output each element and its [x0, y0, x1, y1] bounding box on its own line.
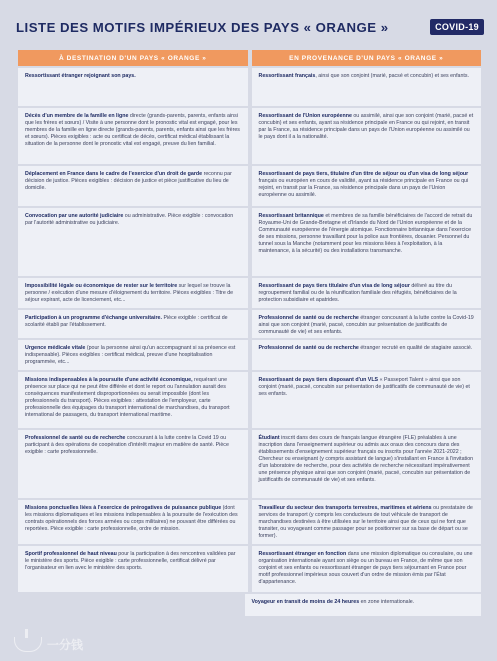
cell-bold-lead: Ressortissant étranger en fonction — [258, 551, 347, 557]
cell-bold-lead: Missions indispensables à la poursuite d'une activité économique, — [25, 377, 193, 383]
cell-text: étranger concourant à la lutte contre la Covid-19 ainsi que son conjoint (marié, pacsé, concubin sur présentation de justificatifs de communauté de vie) et ses enfants. — [258, 315, 474, 335]
destination-cell — [18, 546, 248, 592]
cell-bold-lead: Ressortissant français — [258, 73, 316, 79]
provenance-cell — [252, 372, 482, 428]
last-row-cell — [245, 594, 482, 616]
table-rows — [18, 68, 481, 592]
column-header-provenance: EN PROVENANCE D'UN PAYS « ORANGE » — [252, 50, 482, 66]
cell-text: concourant à la lutte contre la Covid 19 ou participant à des opérations de coopération d'intérêt majeur en matière de santé. Pièce exigible : carte professionnelle. — [25, 435, 229, 455]
last-row-empty-cell — [18, 594, 241, 616]
page-title: LISTE DES MOTIFS IMPÉRIEUX DES PAYS « ORANGE » — [16, 19, 389, 35]
provenance-cell — [252, 108, 482, 164]
cell-bold-lead: Ressortissant de l'Union européenne — [258, 113, 352, 119]
provenance-cell — [252, 68, 482, 106]
cell-bold-lead: Professionnel de santé ou de recherche — [258, 315, 359, 321]
table-row — [18, 310, 481, 338]
cell-bold-lead: Urgence médicale vitale — [25, 345, 86, 351]
cell-bold-lead: Convocation par une autorité judiciaire — [25, 213, 124, 219]
provenance-cell — [252, 208, 482, 276]
cell-bold-lead: Ressortissant étranger rejoignant son pays. — [25, 73, 136, 79]
table-row — [18, 430, 481, 498]
page-header — [16, 14, 484, 40]
provenance-cell — [252, 310, 482, 338]
provenance-cell — [252, 278, 482, 308]
cell-bold-lead: Ressortissant de pays tiers disposant d'un VLS — [258, 377, 379, 383]
cell-text: requérant une présence sur place qui ne peut être différée et dont le report ou l'annulation aurait des conséquences manifestement disproportionnées ou serait impossible (dont les professionnels du transport). Pièces exigibles : attestation de l'employeur, carte professionnelle des équipages du transport international de marchandises, du transport international de passagers, du transport international maritime. — [25, 377, 230, 418]
destination-cell — [18, 310, 248, 338]
column-headers — [18, 50, 481, 66]
destination-cell — [18, 340, 248, 370]
cell-text: inscrit dans des cours de français langue étrangère (FLE) préalables à une inscription dans l'enseignement supérieur ou admis aux oraux des concours dans des établissements d'enseignement supérieur français ou inscrits pour l'année 2021-2022 ; Chercheur ou enseignant (y compris assistant de langue) s'installant en France à l'invitation d'un laboratoire de recherche, pour des activités de recherche nécessitant impérativement une présence physique ainsi que son conjoint (marié, pacsé, concubin sur présentation de justificatifs de communauté de vie) et ses enfants. — [258, 435, 474, 483]
provenance-cell — [252, 500, 482, 544]
cell-text: sur lequel se trouve la personne / exécution d'une mesure d'éloignement du territoire. Pièces exigibles : Titre de séjour expirant, acte de licenciement, etc... — [25, 283, 234, 303]
table-row — [18, 546, 481, 592]
cell-bold-lead: Travailleur du secteur des transports terrestres, maritimes et aériens — [258, 505, 432, 511]
cell-text: (dont les missions diplomatiques et les missions indispensables à la poursuite de l'exécution des contrats opérationnels des forces armées ou corps militaires) ne pouvant être différées ou reportées. Pièce exigible : carte professionnelle, ordre de mission. — [25, 505, 238, 532]
column-header-destination: À DESTINATION D'UN PAYS « ORANGE » — [18, 50, 248, 66]
table-row — [18, 108, 481, 164]
destination-cell — [18, 108, 248, 164]
cell-text: ou prestataire de services de transport (y compris les conducteurs de tout véhicule de transport de marchandises destinées à être utilisées sur le territoire ainsi que de ceux qui ne font que transiter, ou voyageant comme passager pour se positionner sur sa base de départ ou se former). — [258, 505, 473, 539]
table-row — [18, 208, 481, 276]
cell-text: Pièce exigible : certificat de scolarité établi par l'établissement. — [25, 315, 228, 328]
destination-cell — [18, 500, 248, 544]
cell-text: étranger recruté en qualité de stagiaire associé. — [358, 345, 473, 351]
cell-text: dans une mission diplomatique ou consulaire, ou une organisation internationale ayant son siège ou un bureau en France, de même que son conjoint et ses enfants ou ressortissant étranger de pays tiers séjournant en France pour motif professionnel impérieux sous couvert d'un ordre de mission émis par l'État d'appartenance. — [258, 551, 473, 585]
provenance-cell — [252, 430, 482, 498]
cell-bold-lead: Déplacement en France dans le cadre de l'exercice d'un droit de garde — [25, 171, 203, 177]
table-row — [18, 500, 481, 544]
cell-text: pour la participation à des rencontres validées par le ministère des sports. Pièce exigible : carte professionnelle, certificat délivré par l'organisateur en lien avec le ministère des sports. — [25, 551, 236, 571]
cell-text: « Passeport Talent » ainsi que son conjoint (marié, pacsé, concubin sur présentation de justificatifs de communauté de vie) et ses enfants. — [258, 377, 470, 397]
cell-text: directe (grands-parents, parents, enfants ainsi que les frères et sœurs) / Visite à une personne dont le pronostic vital est engagé, pour les membres de la famille en ligne directe (grands-parents, parents, enfants ainsi que les frères et sœurs). Pièces exigibles : acte ou certificat de décès, certificat médical établissant la situation de la personne dont le pronostic vital est engagé, preuve du lien familial. — [25, 113, 240, 147]
table-row — [18, 372, 481, 428]
cell-text: français ou européen en cours de validité, ayant sa résidence principale en France ou qui rejoint, en transit par la France, sa résidence principale dans un pays de l'Union européenne ou assimilé. — [258, 177, 469, 198]
provenance-cell — [252, 546, 482, 592]
cell-bold-lead: Ressortissant britannique — [258, 213, 324, 219]
destination-cell — [18, 166, 248, 206]
cell-bold-lead: Sportif professionnel de haut niveau — [25, 551, 117, 557]
watermark-text: 一分钱 — [47, 638, 84, 652]
cell-text: et membres de sa famille bénéficiaires de l'accord de retrait du Royaume-Uni de Grande-Bretagne et d'Irlande du Nord de l'Union européenne et de la Communauté européenne de l'énergie atomique. Fonctionnaire britannique dans l'exercice de ses missions, personne travaillant pour la police aux frontières, douanier. Personnel du tunnel sous la Manche (notamment pour les missions liées à l'exploitation, à la maintenance, à la sécurité) ou des installations transmanche. — [258, 213, 473, 254]
cell-bold-lead: Participation à un programme d'échange universitaire. — [25, 315, 162, 321]
cell-bold-lead: Professionnel de santé ou de recherche — [258, 345, 359, 351]
cell-bold-lead: Décès d'un membre de la famille en ligne — [25, 113, 129, 119]
provenance-cell — [252, 340, 482, 370]
cell-text: ou assimilé, ainsi que son conjoint (marié, pacsé et concubin) et ses enfants, ayant sa résidence principale en France ou qui rejoint, en transit par la France, sa résidence principale dans un pays de l'Union européenne ou assimilé ou le pays dont il a la nationalité. — [258, 113, 474, 140]
watermark — [14, 636, 83, 653]
destination-cell — [18, 278, 248, 308]
provenance-cell — [252, 166, 482, 206]
cell-bold-lead: Ressortissant de pays tiers, titulaire d'un titre de séjour ou d'un visa de long séjour — [258, 171, 469, 177]
watermark-logo-icon — [14, 637, 42, 652]
cell-bold-lead: Étudiant — [258, 435, 280, 441]
cell-text: ou administrative. Pièce exigible : convocation par l'autorité administrative ou judiciaire. — [25, 213, 234, 226]
cell-bold-lead: Ressortissant de pays tiers titulaire d'un visa de long séjour — [258, 283, 410, 289]
cell-bold-lead: Missions ponctuelles liées à l'exercice de prérogatives de puissance publique — [25, 505, 222, 511]
destination-cell — [18, 430, 248, 498]
cell-bold-lead: Impossibilité légale ou économique de rester sur le territoire — [25, 283, 178, 289]
last-row-text: en zone internationale. — [359, 599, 415, 605]
table-row — [18, 278, 481, 308]
cell-text: , ainsi que son conjoint (marié, pacsé et concubin) et ses enfants. — [315, 73, 470, 79]
cell-text: reconnu par décision de justice. Pièces exigibles : décision de justice et pièce justificative du lieu de domicile. — [25, 171, 232, 191]
table-row — [18, 68, 481, 106]
table-row — [18, 340, 481, 370]
covid-badge: COVID-19 — [430, 19, 484, 35]
cell-bold-lead: Professionnel de santé ou de recherche — [25, 435, 126, 441]
last-row-bold: Voyageur en transit de moins de 24 heures — [251, 599, 360, 605]
destination-cell — [18, 208, 248, 276]
motifs-table — [18, 50, 481, 648]
destination-cell — [18, 68, 248, 106]
table-row — [18, 166, 481, 206]
destination-cell — [18, 372, 248, 428]
last-row — [18, 594, 481, 616]
cell-text: délivré au titre du regroupement familial ou de la réunification familiale des réfugiés, bénéficiaires de la protection subsidiaire et apatrides. — [258, 283, 457, 303]
cell-text: (pour la personne ainsi qu'un accompagnant si sa présence est indispensable). Pièces exigibles : certificat médical, preuve d'une hospitalisation programmée, etc... — [25, 345, 236, 365]
